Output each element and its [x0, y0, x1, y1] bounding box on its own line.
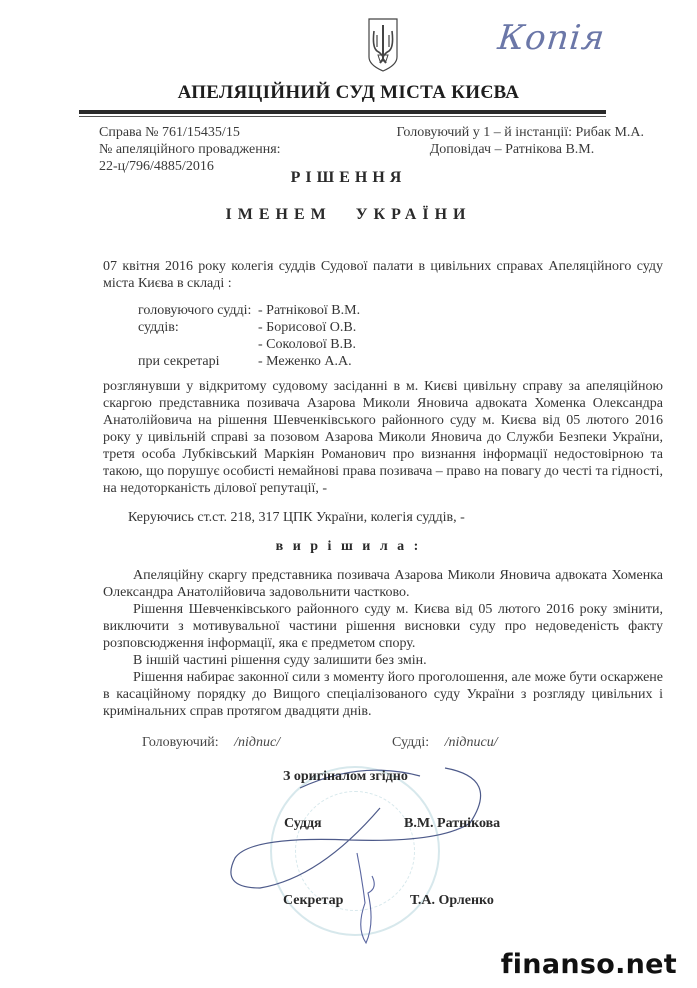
guided-by-paragraph: Керуючись ст.ст. 218, 317 ЦПК України, колегія суддів, - [128, 510, 465, 525]
certified-copy-title: З оригіналом згідно [283, 769, 408, 784]
certification-block [0, 766, 697, 946]
cert-secretary-role: Секретар [283, 893, 344, 908]
intro-paragraph: 07 квітня 2016 року колегія суддів Судової палати в цивільних справах Апеляційного суду міста Києва в складі : [103, 259, 663, 291]
court-name: АПЕЛЯЦІЙНИЙ СУД МІСТА КИЄВА [177, 82, 520, 103]
composition-role: при секретарі [138, 354, 220, 369]
ruling-section [103, 567, 663, 720]
judges-sign-mark: /підписи/ [444, 735, 498, 750]
cert-judge-name: В.М. Ратнікова [404, 816, 501, 831]
rapporteur: Доповідач – Ратнікова В.М. [429, 142, 595, 157]
header-rule-thick [79, 110, 606, 114]
composition-name: - Меженко А.А. [258, 354, 352, 369]
panel-composition [138, 302, 697, 370]
composition-row [138, 302, 697, 319]
judges-signature [392, 734, 498, 752]
handwritten-copy-note: Копія [495, 18, 608, 58]
cert-secretary-name: Т.А. Орленко [410, 893, 494, 908]
signatures-row [0, 734, 697, 754]
cert-judge-role: Суддя [284, 816, 322, 831]
header-rule-thin [79, 116, 606, 117]
decision-title: РІШЕННЯ [290, 169, 407, 186]
case-number: Справа № 761/15435/15 [99, 125, 240, 140]
appeal-number: 22-ц/796/4885/2016 [99, 159, 214, 174]
composition-role: головуючого судді: [138, 303, 252, 318]
watermark-logo: finanso.net [500, 949, 677, 980]
presiding-label: Головуючий: [142, 735, 219, 750]
ruling-paragraph: Рішення набирає законної сили з моменту його проголошення, але може бути оскаржене в касаційному порядку до Вищого спеціалізованого суду України з розгляду цивільних і кримінальних справ протягом двадцяти днів. [103, 670, 663, 719]
judges-label: Судді: [392, 735, 430, 750]
case-info-right [372, 124, 652, 158]
coat-of-arms-icon [367, 17, 399, 73]
composition-row [138, 336, 697, 353]
ruling-paragraph: Рішення Шевченківського районного суду м. Києва від 05 лютого 2016 року змінити, виключити з мотивувальної частини рішення висновки суду про недоведеність факту розповсюдження інформації, яка є предметом спору. [103, 602, 663, 651]
presiding-signature [142, 734, 280, 752]
composition-role: суддів: [138, 320, 179, 335]
decision-body [0, 168, 697, 946]
considered-paragraph: розглянувши у відкритому судовому засіданні в м. Києві цивільну справу за апеляційною скаргою представника позивача Азарова Миколи Яновича адвоката Хоменка Олександра Анатолійовича на рішення Шевченківського районного суду м. Києва від 05 лютого 2016 року у цивільній справі за позовом Азарова Миколи Яновича до Служби Безпеки України, третя особа Лубківський Маркіян Романович про визнання інформації недостовірною та такою, що порушує особисті немайнові права позивача – право на повагу до честі та гідності, на недоторканість ділової репутації, - [103, 379, 663, 496]
decided-heading: в и р і ш и л а : [275, 539, 422, 554]
presiding-sign-mark: /підпис/ [234, 735, 281, 750]
composition-name: - Соколової В.В. [258, 337, 356, 352]
composition-name: - Ратнікової В.М. [258, 303, 361, 318]
composition-role [138, 336, 258, 353]
composition-row [138, 353, 697, 370]
composition-row [138, 319, 697, 336]
composition-name: - Борисової О.В. [258, 320, 357, 335]
first-instance-judge: Головуючий у 1 – й інстанції: Рибак М.А. [396, 125, 644, 140]
ruling-paragraph: В іншій частині рішення суду залишити без змін. [133, 653, 427, 668]
in-the-name-of-ukraine: ІМЕНЕМ УКРАЇНИ [225, 206, 472, 223]
ruling-paragraph: Апеляційну скаргу представника позивача Азарова Миколи Яновича адвоката Хоменка Олександра Анатолійовича задовольнити частково. [103, 568, 663, 600]
appeal-label: № апеляційного провадження: [99, 142, 281, 157]
